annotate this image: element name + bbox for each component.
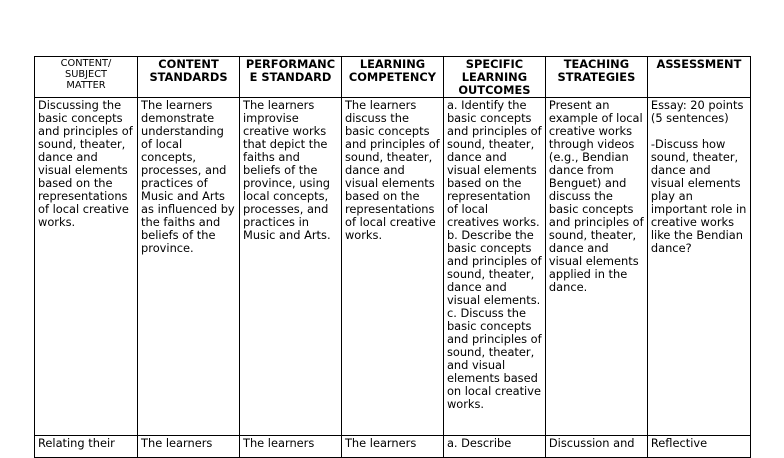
table-cell: Discussion and xyxy=(545,436,647,458)
lesson-plan-table xyxy=(34,56,751,458)
table-cell: Relating their xyxy=(35,436,138,458)
table-cell: Essay: 20 points (5 sentences) -Discuss how sound, theater, dance and visual elements play an important role in creative works like the Bendian dance? xyxy=(647,98,750,436)
header-specific-learning-outcomes: SPECIFIC LEARNING OUTCOMES xyxy=(443,57,545,98)
header-assessment: ASSESSMENT xyxy=(647,57,750,98)
header-content-subject-matter: CONTENT/ SUBJECT MATTER xyxy=(35,57,138,98)
header-performance-standard: PERFORMANC E STANDARD xyxy=(240,57,342,98)
header-learning-competency: LEARNING COMPETENCY xyxy=(341,57,443,98)
header-teaching-strategies: TEACHING STRATEGIES xyxy=(545,57,647,98)
table-cell: The learners improvise creative works that depict the faiths and beliefs of the province, using local concepts, processes, and practices in Music and Arts. xyxy=(240,98,342,436)
table-cell: The learners demonstrate understanding of local concepts, processes, and practices of Music and Arts as influenced by the faiths and beliefs of the province. xyxy=(138,98,240,436)
table-cell: The learners discuss the basic concepts and principles of sound, theater, dance and visual elements based on the representations of local creative works. xyxy=(341,98,443,436)
table-cell: The learners xyxy=(138,436,240,458)
table-cell: a. Describe xyxy=(443,436,545,458)
table-cell: Discussing the basic concepts and principles of sound, theater, dance and visual elements based on the representations of local creative works. xyxy=(35,98,138,436)
table-row xyxy=(35,436,751,458)
table-header-row xyxy=(35,57,751,98)
table-cell: a. Identify the basic concepts and principles of sound, theater, dance and visual elements based on the representation of local creatives works. b. Describe the basic concepts and principles of sound, theater, dance and visual elements. c. Discuss the basic concepts and principles of sound, theater, and visual elements based on local creative works. xyxy=(443,98,545,436)
table-cell: Reflective xyxy=(647,436,750,458)
header-content-standards: CONTENT STANDARDS xyxy=(138,57,240,98)
table-cell: The learners xyxy=(341,436,443,458)
table-row xyxy=(35,98,751,436)
table-cell: The learners xyxy=(240,436,342,458)
table-cell: Present an example of local creative works through videos (e.g., Bendian dance from Benguet) and discuss the basic concepts and principles of sound, theater, dance and visual elements applied in the dance. xyxy=(545,98,647,436)
